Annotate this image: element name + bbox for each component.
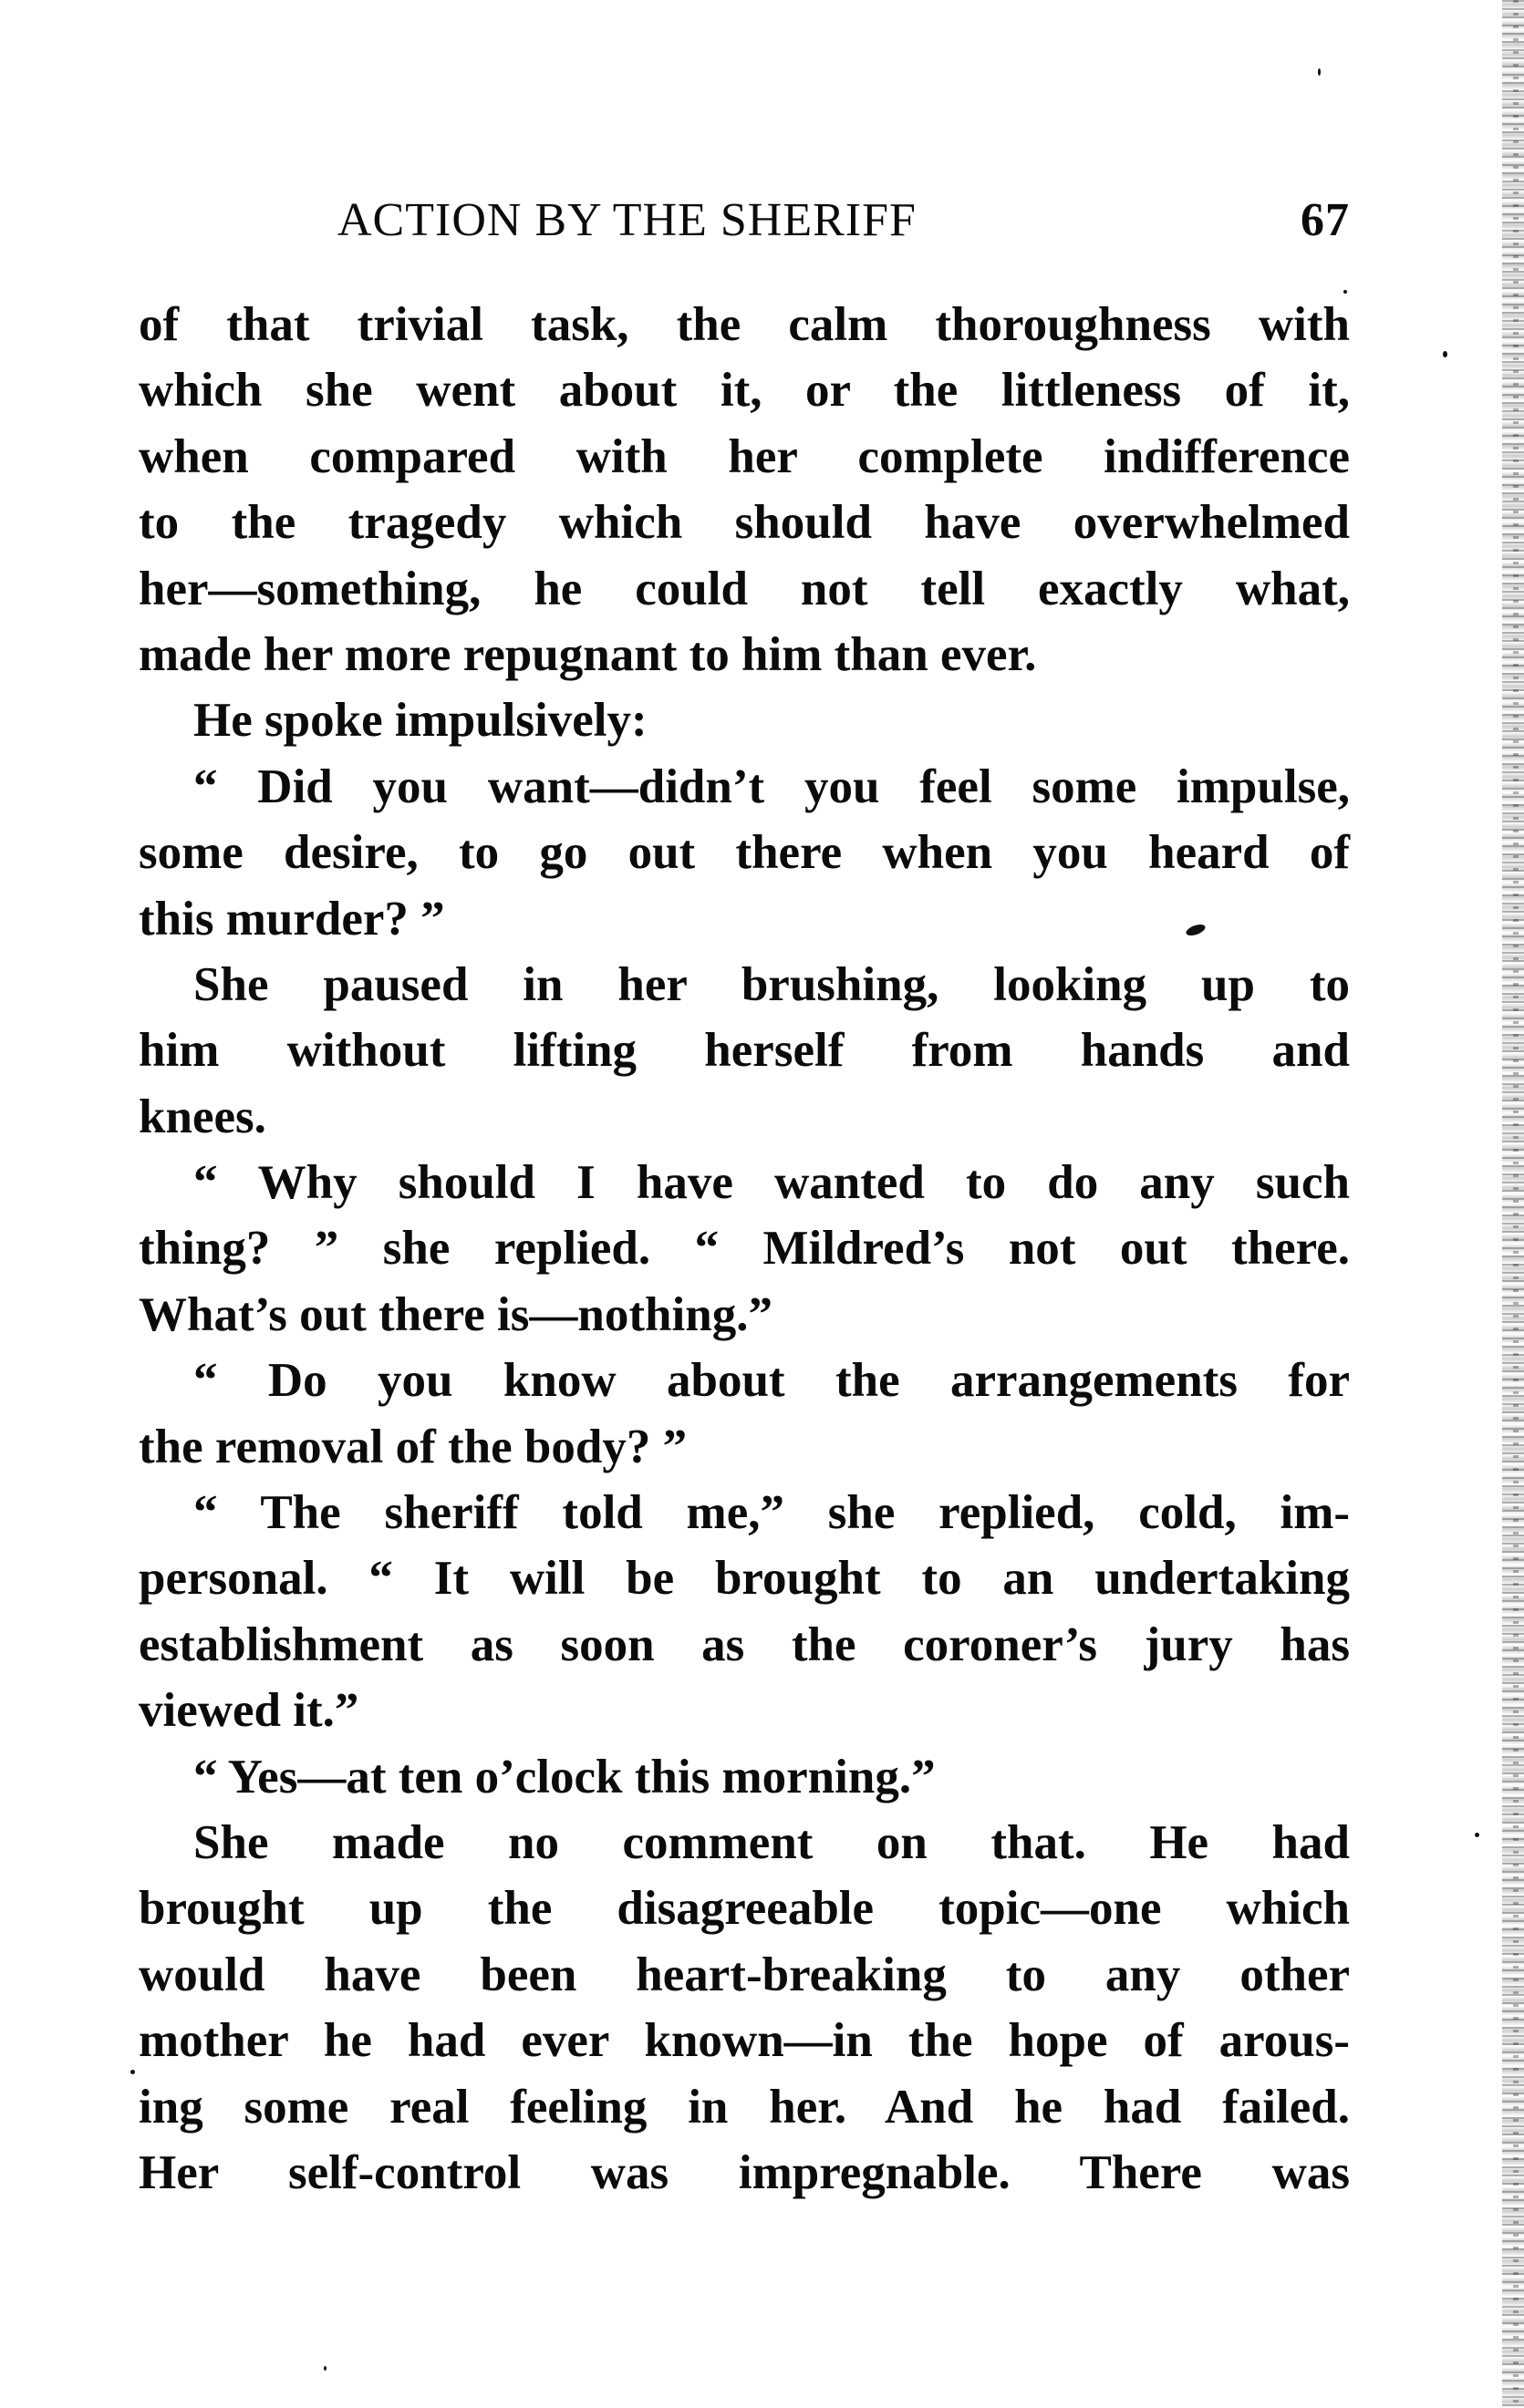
- text-line: “ Why should I have wanted to do any such: [193, 1156, 1350, 1210]
- text-line: personal. “ It will be brought to an undertaking: [139, 1552, 1350, 1606]
- text-line: of that trivial task, the calm thoroughness with: [139, 298, 1350, 351]
- text-line: mother he had ever known—in the hope of arous-: [139, 2014, 1350, 2068]
- text-line: made her more repugnant to him than ever.: [139, 627, 1037, 681]
- ink-speck: [1443, 351, 1447, 357]
- page-number: 67: [1301, 194, 1350, 246]
- text-line: Her self-control was impregnable. There was: [139, 2145, 1350, 2199]
- text-line: “ The sheriff told me,” she replied, cold, im-: [193, 1486, 1350, 1540]
- text-line: viewed it.”: [139, 1684, 359, 1738]
- text-line: What’s out there is—nothing.”: [139, 1287, 772, 1341]
- ink-speck: [1475, 1833, 1479, 1837]
- text-line: “ Yes—at ten o’clock this morning.”: [193, 1750, 936, 1803]
- ink-speck: [130, 2070, 135, 2074]
- running-head: ACTION BY THE SHERIFF: [337, 194, 917, 246]
- text-line: which she went about it, or the littleness of it,: [139, 364, 1350, 418]
- text-line: She paused in her brushing, looking up to: [193, 957, 1350, 1011]
- text-line: some desire, to go out there when you heard of: [139, 826, 1350, 880]
- ink-speck: [324, 2366, 327, 2371]
- text-line: “ Did you want—didn’t you feel some impulse,: [193, 760, 1350, 813]
- text-line: her—something, he could not tell exactly what,: [139, 562, 1350, 615]
- text-line: when compared with her complete indifference: [139, 429, 1350, 483]
- text-line: brought up the disagreeable topic—one which: [139, 1882, 1350, 1936]
- page-header: [137, 193, 1350, 266]
- text-line: the removal of the body? ”: [139, 1420, 688, 1473]
- ink-speck: [1318, 68, 1321, 76]
- text-line: would have been heart-breaking to any other: [139, 1948, 1350, 2001]
- body-text: [139, 292, 1350, 2206]
- text-line: establishment as soon as the coroner’s jury has: [139, 1617, 1350, 1671]
- text-line: him without lifting herself from hands and: [139, 1024, 1350, 1078]
- text-line: “ Do you know about the arrangements for: [193, 1354, 1350, 1408]
- scan-edge-noise-inner: [1513, 0, 1519, 2408]
- ink-speck: [1343, 290, 1347, 294]
- text-line: knees.: [139, 1090, 266, 1143]
- text-line: She made no comment on that. He had: [193, 1815, 1350, 1869]
- text-line: to the tragedy which should have overwhelmed: [139, 496, 1350, 550]
- text-line: thing? ” she replied. “ Mildred’s not out there.: [139, 1222, 1350, 1276]
- text-line: ing some real feeling in her. And he had failed.: [139, 2080, 1350, 2134]
- text-line: He spoke impulsively:: [193, 694, 648, 748]
- text-line: this murder? ”: [139, 892, 445, 946]
